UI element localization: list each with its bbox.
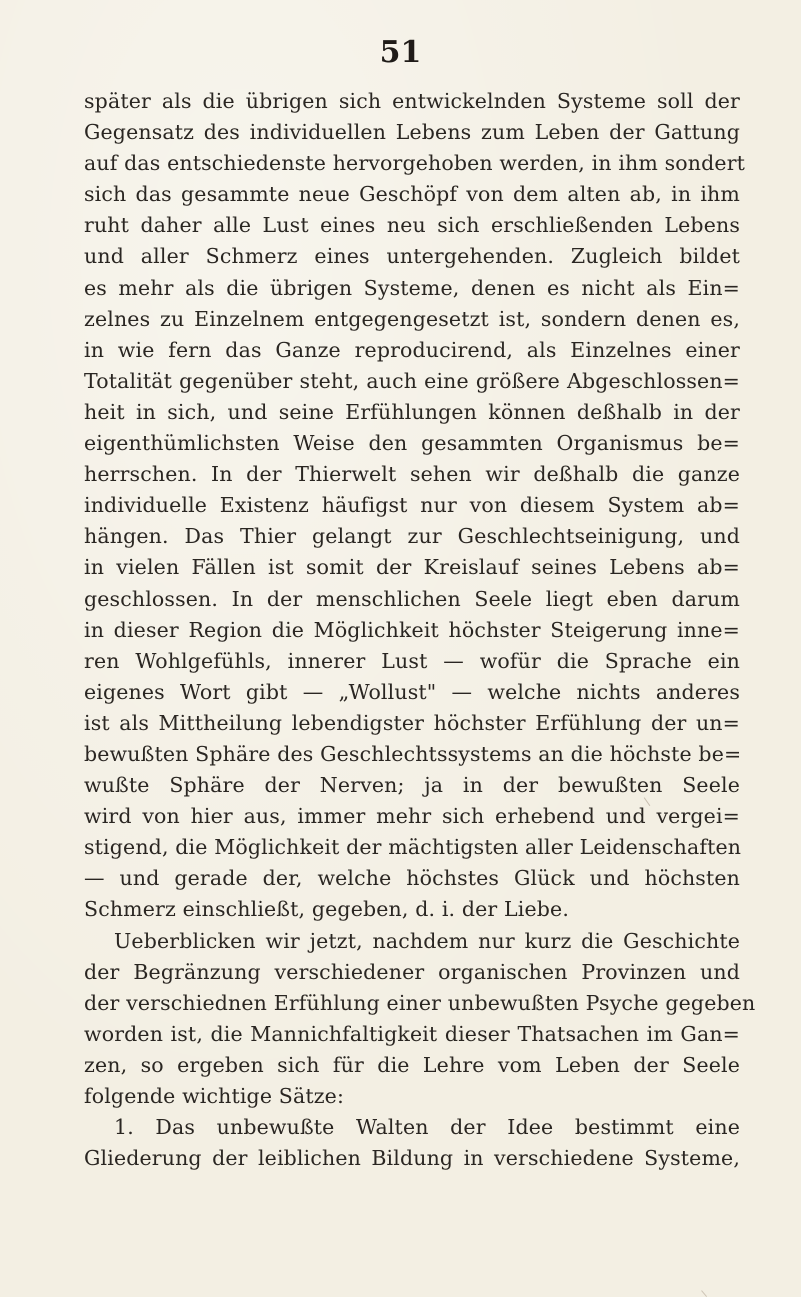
page-number: 51 xyxy=(379,35,422,70)
text-line: sich das gesammte neue Geschöpf von dem alten ab, in ihm xyxy=(84,182,740,207)
text-line: hängen. Das Thier gelangt zur Geschlechtseinigung, und xyxy=(84,524,740,549)
text-line: eigenes Wort gibt — „Wollust" — welche nichts anderes xyxy=(84,679,740,704)
body-text xyxy=(84,86,756,1174)
text-line: wußte Sphäre der Nerven; ja in der bewußten Seele xyxy=(84,773,740,798)
text-line: ruht daher alle Lust eines neu sich erschließenden Lebens xyxy=(84,213,740,238)
text-line: individuelle Existenz häufigst nur von diesem System ab= xyxy=(84,493,740,518)
text-line: auf das entschiedenste hervorgehoben werden, in ihm sondert xyxy=(84,151,746,176)
text-line: stigend, die Möglichkeit der mächtigsten aller Leidenschaften xyxy=(84,835,742,860)
text-line: heit in sich, und seine Erfühlungen können deßhalb in der xyxy=(84,399,740,424)
text-line: zen, so ergeben sich für die Lehre vom Leben der Seele xyxy=(84,1052,740,1077)
text-line: der verschiednen Erfühlung einer unbewußten Psyche gegeben xyxy=(84,990,756,1015)
text-line: geschlossen. In der menschlichen Seele liegt eben darum xyxy=(84,586,740,611)
paper-mark xyxy=(701,1287,711,1297)
text-line: eigenthümlichsten Weise den gesammten Organismus be= xyxy=(84,431,740,456)
text-line: Schmerz einschließt, gegeben, d. i. der Liebe. xyxy=(84,897,570,922)
text-line: in wie fern das Ganze reproducirend, als Einzelnes einer xyxy=(84,337,740,362)
text-line: herrschen. In der Thierwelt sehen wir deßhalb die ganze xyxy=(84,462,740,487)
text-line: in vielen Fällen ist somit der Kreislauf seines Lebens ab= xyxy=(84,555,740,580)
text-line: der Begränzung verschiedener organischen Provinzen und xyxy=(84,959,740,984)
text-line: ren Wohlgefühls, innerer Lust — wofür die Sprache ein xyxy=(84,648,740,673)
text-line: ist als Mittheilung lebendigster höchster Erfühlung der un= xyxy=(84,710,740,735)
text-line: Ueberblicken wir jetzt, nachdem nur kurz die Geschichte xyxy=(114,928,740,953)
text-line: 1. Das unbewußte Walten der Idee bestimmt eine xyxy=(114,1115,740,1140)
text-line: und aller Schmerz eines untergehenden. Zugleich bildet xyxy=(84,244,740,269)
text-line: folgende wichtige Sätze: xyxy=(84,1084,345,1108)
text-line: worden ist, die Mannichfaltigkeit dieser Thatsachen im Gan= xyxy=(84,1021,740,1046)
text-line: wird von hier aus, immer mehr sich erhebend und vergei= xyxy=(84,804,740,829)
text-line: Totalität gegenüber steht, auch eine größere Abgeschlossen= xyxy=(84,368,740,393)
text-line: zelnes zu Einzelnem entgegengesetzt ist, sondern denen es, xyxy=(84,306,740,331)
text-line: es mehr als die übrigen Systeme, denen es nicht als Ein= xyxy=(84,275,740,300)
text-line: Gliederung der leiblichen Bildung in verschiedene Systeme, xyxy=(84,1146,740,1171)
text-line: — und gerade der, welche höchstes Glück und höchsten xyxy=(84,866,740,891)
text-line: später als die übrigen sich entwickelnden Systeme soll der xyxy=(84,89,740,113)
text-line: in dieser Region die Möglichkeit höchster Steigerung inne= xyxy=(84,617,740,642)
text-line: bewußten Sphäre des Geschlechtssystems an die höchste be= xyxy=(84,741,742,766)
text-line: Gegensatz des individuellen Lebens zum Leben der Gattung xyxy=(84,120,740,145)
